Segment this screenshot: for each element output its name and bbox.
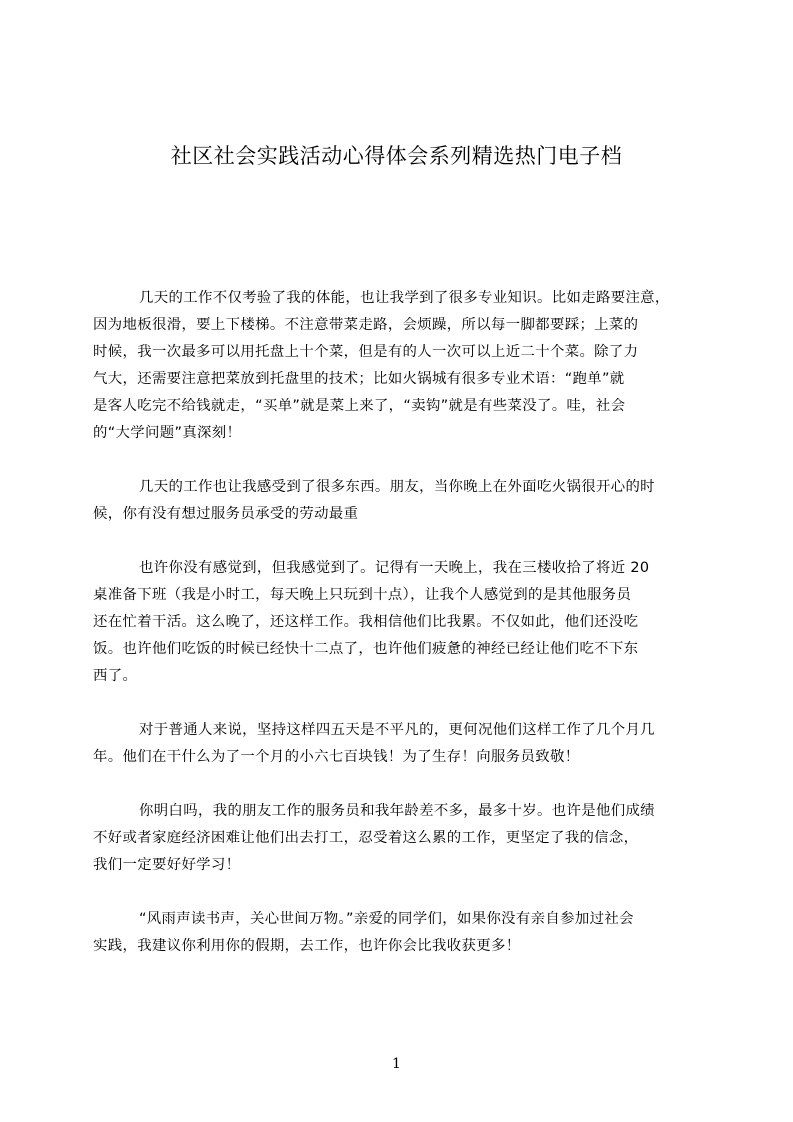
page-number: 1 [392,1056,401,1072]
paragraph-line: 几天的工作也让我感受到了很多东西。朋友，当你晚上在外面吃火锅很开心的时 [139,479,655,495]
paragraph-line: 因为地板很滑，要上下楼梯。不注意带菜走路，会烦躁，所以每一脚都要踩；上菜的 [93,317,639,333]
paragraph-line: 还在忙着干活。这么晚了，还这样工作。我相信他们比我累。不仅如此，他们还没吃 [93,614,639,630]
paragraph-line: 也许你没有感觉到，但我感觉到了。记得有一天晚上，我在三楼收拾了将近 20 [139,560,650,576]
paragraph-line: 对于普通人来说，坚持这样四五天是不平凡的，更何况他们这样工作了几个月几 [139,722,655,738]
paragraph-line: 候，你有没有想过服务员承受的劳动最重 [93,506,359,522]
paragraph-line: 气大，还需要注意把菜放到托盘里的技术；比如火锅城有很多专业术语：“跑单”就 [93,371,625,387]
paragraph-line: 是客人吃完不给钱就走，“买单”就是菜上来了，“卖钩”就是有些菜没了。哇，社会 [93,398,626,414]
paragraph-5 [93,798,705,879]
paragraph-2 [93,474,705,528]
paragraph-line: 桌准备下班（我是小时工，每天晚上只玩到十点），让我个人感觉到的是其他服务员 [93,587,632,603]
document-title: 社区社会实践活动心得体会系列精选热门电子档 [170,144,623,168]
paragraph-line: 年。他们在干什么为了一个月的小六七百块钱！为了生存！向服务员致敬！ [93,749,580,765]
paragraph-line: 时候，我一次最多可以用托盘上十个菜，但是有的人一次可以上近二十个菜。除了力 [93,344,639,360]
paragraph-line: 饭。也许他们吃饭的时候已经快十二点了，也许他们疲惫的神经已经让他们吃不下东 [93,641,639,657]
paragraph-3 [93,555,705,690]
paragraph-line: 西了。 [93,668,138,684]
paragraph-4 [93,717,705,771]
paragraph-6 [93,906,705,960]
paragraph-line: 的“大学问题”真深刻！ [93,425,242,441]
paragraph-line: 你明白吗，我的朋友工作的服务员和我年龄差不多，最多十岁。也许是他们成绩 [139,803,655,819]
paragraph-line: 不好或者家庭经济困难让他们出去打工，忍受着这么累的工作，更坚定了我的信念， [93,830,639,846]
document-body [93,285,705,987]
paragraph-line: 实践，我建议你利用你的假期，去工作，也许你会比我收获更多！ [93,938,521,954]
paragraph-line: 我们一定要好好学习！ [93,857,241,873]
paragraph-line: “风雨声读书声，关心世间万物。”亲爱的同学们，如果你没有亲自参加过社会 [139,911,634,927]
paragraph-line: 几天的工作不仅考验了我的体能，也让我学到了很多专业知识。比如走路要注意， [139,290,670,306]
paragraph-1 [93,285,705,447]
